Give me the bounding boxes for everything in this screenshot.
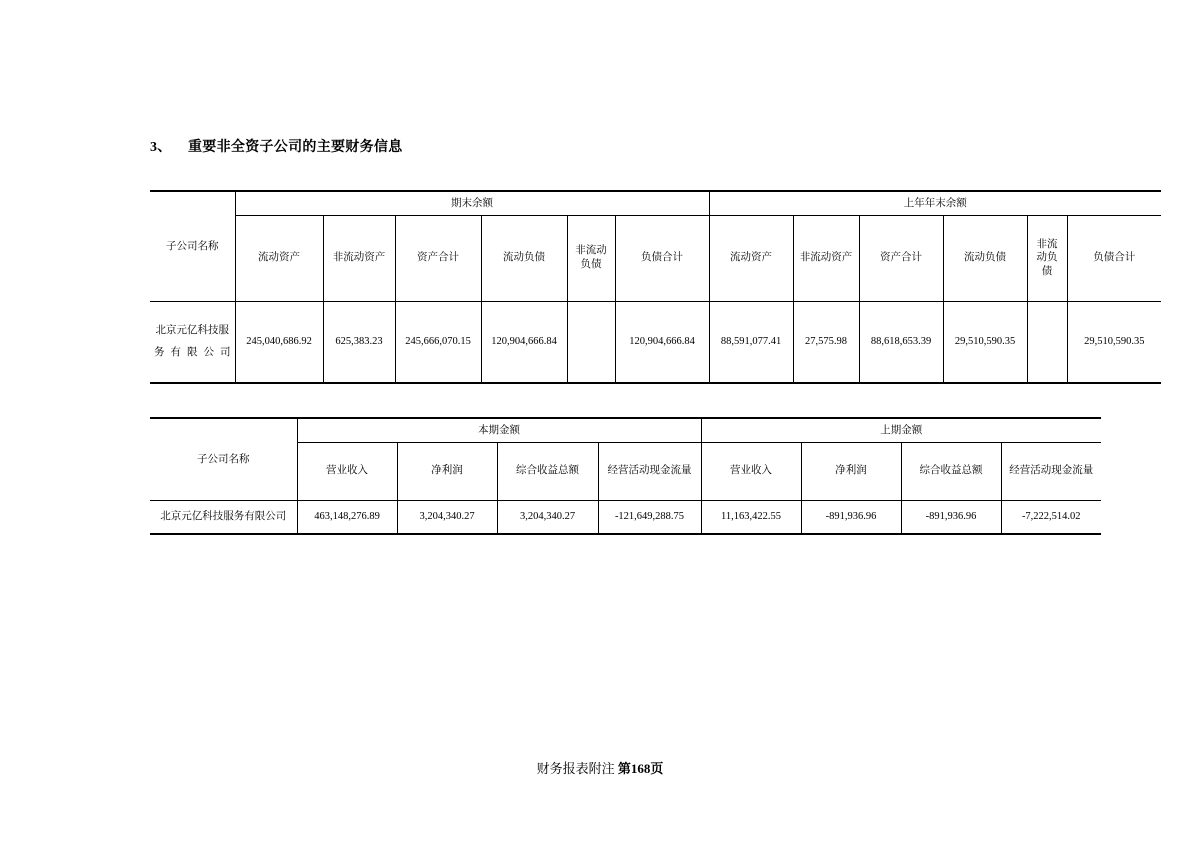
cell-value — [567, 301, 615, 383]
cell-value: 625,383.23 — [323, 301, 395, 383]
cell-value: 3,204,340.27 — [497, 500, 598, 534]
table-group-header-row — [150, 191, 1161, 215]
row-subsidiary-name: 北京元亿科技服务有限公司 — [150, 500, 297, 534]
subsidiary-balance-table — [150, 190, 1161, 384]
column-header: 非流动负债 — [567, 215, 615, 301]
column-header: 资产合计 — [859, 215, 943, 301]
column-header: 经营活动现金流量 — [598, 442, 701, 500]
column-header: 流动负债 — [481, 215, 567, 301]
column-header: 综合收益总额 — [901, 442, 1001, 500]
column-header: 营业收入 — [701, 442, 801, 500]
column-header: 流动资产 — [235, 215, 323, 301]
footer-page-number: 第168页 — [617, 761, 664, 776]
cell-value: -891,936.96 — [801, 500, 901, 534]
section-heading — [150, 136, 403, 156]
column-header: 非流动资产 — [323, 215, 395, 301]
column-header: 营业收入 — [297, 442, 397, 500]
cell-value: -7,222,514.02 — [1001, 500, 1101, 534]
column-header: 经营活动现金流量 — [1001, 442, 1101, 500]
page-footer — [0, 758, 1200, 777]
cell-value: 463,148,276.89 — [297, 500, 397, 534]
table-column-header-row — [150, 215, 1161, 301]
table-group-header-row — [150, 418, 1101, 442]
cell-value: 88,618,653.39 — [859, 301, 943, 383]
section-number: 3、 — [150, 140, 172, 155]
column-header: 资产合计 — [395, 215, 481, 301]
cell-value — [1027, 301, 1067, 383]
column-header: 流动负债 — [943, 215, 1027, 301]
cell-value: -891,936.96 — [901, 500, 1001, 534]
cell-value: 11,163,422.55 — [701, 500, 801, 534]
table-row — [150, 301, 1161, 383]
column-header: 净利润 — [397, 442, 497, 500]
footer-label: 财务报表附注 — [536, 761, 615, 776]
header-group-current: 期末余额 — [235, 191, 709, 215]
cell-value: 27,575.98 — [793, 301, 859, 383]
column-header: 非流动负债 — [1027, 215, 1067, 301]
table-row — [150, 500, 1101, 534]
header-group-prior: 上期金额 — [701, 418, 1101, 442]
cell-value: 29,510,590.35 — [1067, 301, 1161, 383]
cell-value: 245,666,070.15 — [395, 301, 481, 383]
column-header: 综合收益总额 — [497, 442, 598, 500]
cell-value: 88,591,077.41 — [709, 301, 793, 383]
column-header: 负债合计 — [615, 215, 709, 301]
cell-value: 120,904,666.84 — [481, 301, 567, 383]
cell-value: 245,040,686.92 — [235, 301, 323, 383]
header-group-current: 本期金额 — [297, 418, 701, 442]
section-title: 重要非全资子公司的主要财务信息 — [188, 140, 403, 155]
header-subsidiary-name: 子公司名称 — [150, 191, 235, 301]
cell-value: 120,904,666.84 — [615, 301, 709, 383]
column-header: 负债合计 — [1067, 215, 1161, 301]
column-header: 流动资产 — [709, 215, 793, 301]
header-subsidiary-name: 子公司名称 — [150, 418, 297, 500]
subsidiary-income-table — [150, 417, 1101, 535]
row-subsidiary-name: 北京元亿科技服务有限公司 — [150, 301, 235, 383]
column-header: 非流动资产 — [793, 215, 859, 301]
cell-value: 29,510,590.35 — [943, 301, 1027, 383]
column-header: 净利润 — [801, 442, 901, 500]
cell-value: -121,649,288.75 — [598, 500, 701, 534]
cell-value: 3,204,340.27 — [397, 500, 497, 534]
header-group-prior: 上年年末余额 — [709, 191, 1161, 215]
